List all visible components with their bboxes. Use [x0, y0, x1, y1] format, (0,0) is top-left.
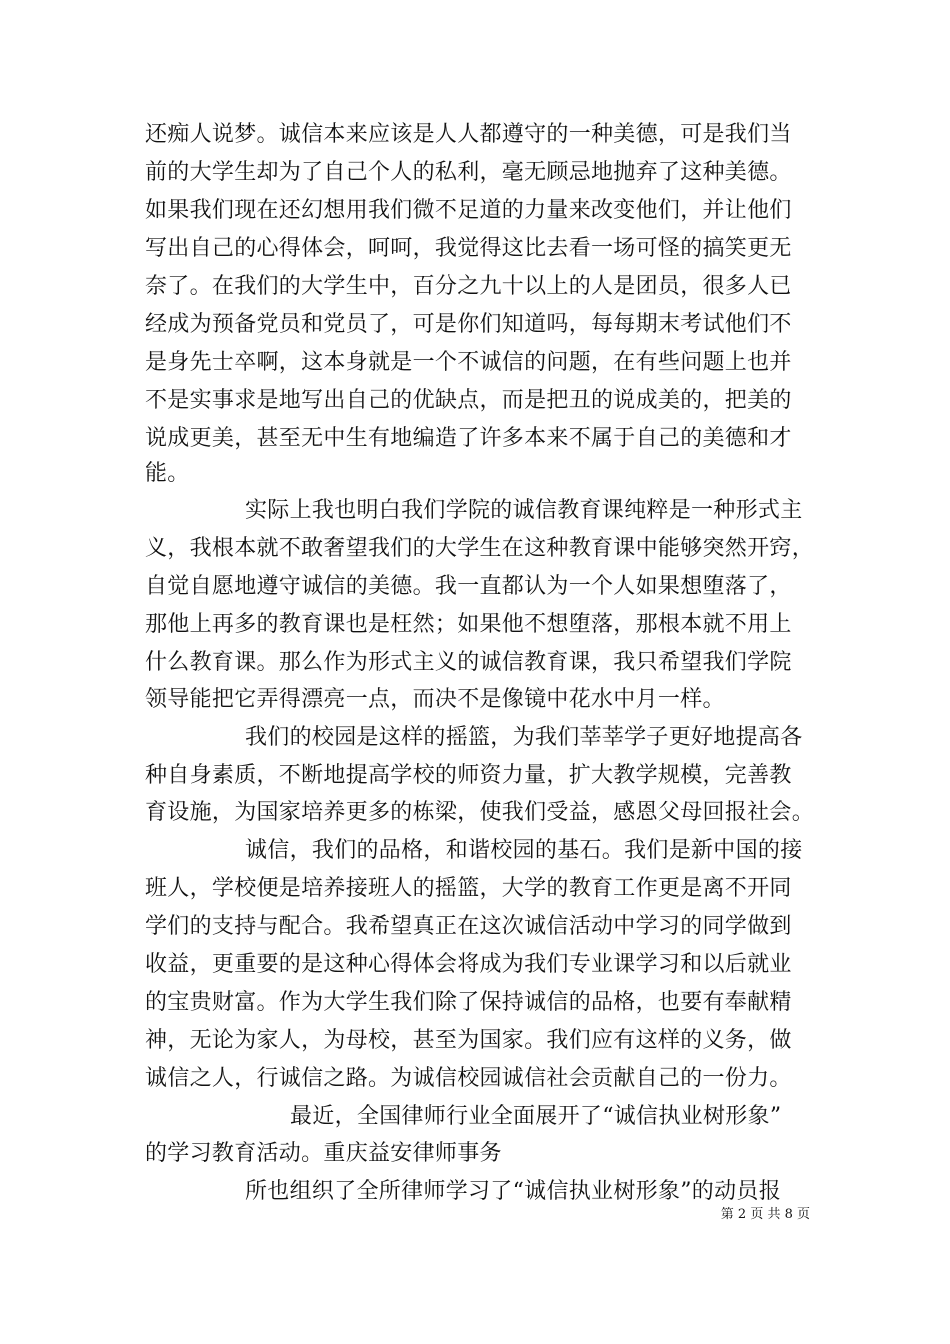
text-line: 经成为预备党员和党员了，可是你们知道吗，每每期末考试他们不	[145, 312, 792, 337]
text-line: 育设施，为国家培养更多的栋梁，使我们受益，感恩父母回报社会。	[145, 800, 815, 825]
text-line: 的宝贵财富。作为大学生我们除了保持诚信的品格，也要有奉献精	[145, 990, 792, 1015]
text-line: 说成更美，甚至无中生有地编造了许多本来不属于自己的美德和才	[145, 426, 792, 451]
text-line: 写出自己的心得体会，呵呵，我觉得这比去看一场可怪的搞笑更无	[145, 236, 792, 261]
text-line: 的学习教育活动。重庆益安律师事务	[145, 1141, 502, 1166]
text-line: 班人，学校便是培养接班人的摇篮，大学的教育工作更是离不开同	[145, 876, 792, 901]
text-line: 能。	[145, 461, 190, 486]
text-line: 奈了。在我们的大学生中，百分之九十以上的人是团员，很多人已	[145, 274, 792, 299]
text-line: 自觉自愿地遵守诚信的美德。我一直都认为一个人如果想堕落了，	[145, 574, 792, 599]
paragraph-first-line: 实际上我也明白我们学院的诚信教育课纯粹是一种形式主	[245, 498, 803, 523]
text-line: 还痴人说梦。诚信本来应该是人人都遵守的一种美德，可是我们当	[145, 122, 792, 147]
text-line: 种自身素质，不断地提高学校的师资力量，扩大教学规模，完善教	[145, 763, 792, 788]
paragraph-first-line: 诚信，我们的品格，和谐校园的基石。我们是新中国的接	[245, 838, 803, 863]
text-line: 收益，更重要的是这种心得体会将成为我们专业课学习和以后就业	[145, 952, 792, 977]
text-line: 领导能把它弄得漂亮一点，而决不是像镜中花水中月一样。	[145, 687, 725, 712]
text-line: 义，我根本就不敢奢望我们的大学生在这种教育课中能够突然开窍，	[145, 536, 815, 561]
paragraph-first-line: 最近，全国律师行业全面展开了“诚信执业树形象”	[290, 1104, 782, 1129]
text-line: 是身先士卒啊，这本身就是一个不诚信的问题，在有些问题上也并	[145, 350, 792, 375]
paragraph-first-line: 所也组织了全所律师学习了“诚信执业树形象”的动员报	[245, 1179, 781, 1204]
text-line: 诚信之人，行诚信之路。为诚信校园诚信社会贡献自己的一份力。	[145, 1066, 792, 1091]
text-line: 前的大学生却为了自己个人的私利，毫无顾忌地抛弃了这种美德。	[145, 160, 792, 185]
paragraph-first-line: 我们的校园是这样的摇篮，为我们莘莘学子更好地提高各	[245, 725, 803, 750]
text-line: 那他上再多的教育课也是枉然；如果他不想堕落，那根本就不用上	[145, 612, 792, 637]
text-line: 不是实事求是地写出自己的优缺点，而是把丑的说成美的，把美的	[145, 388, 792, 413]
text-line: 如果我们现在还幻想用我们微不足道的力量来改变他们，并让他们	[145, 198, 792, 223]
page-number-footer: 第 2 页 共 8 页	[720, 1207, 810, 1222]
text-line: 神，无论为家人，为母校，甚至为国家。我们应有这样的义务，做	[145, 1028, 792, 1053]
text-line: 什么教育课。那么作为形式主义的诚信教育课，我只希望我们学院	[145, 650, 792, 675]
text-line: 学们的支持与配合。我希望真正在这次诚信活动中学习的同学做到	[145, 914, 792, 939]
